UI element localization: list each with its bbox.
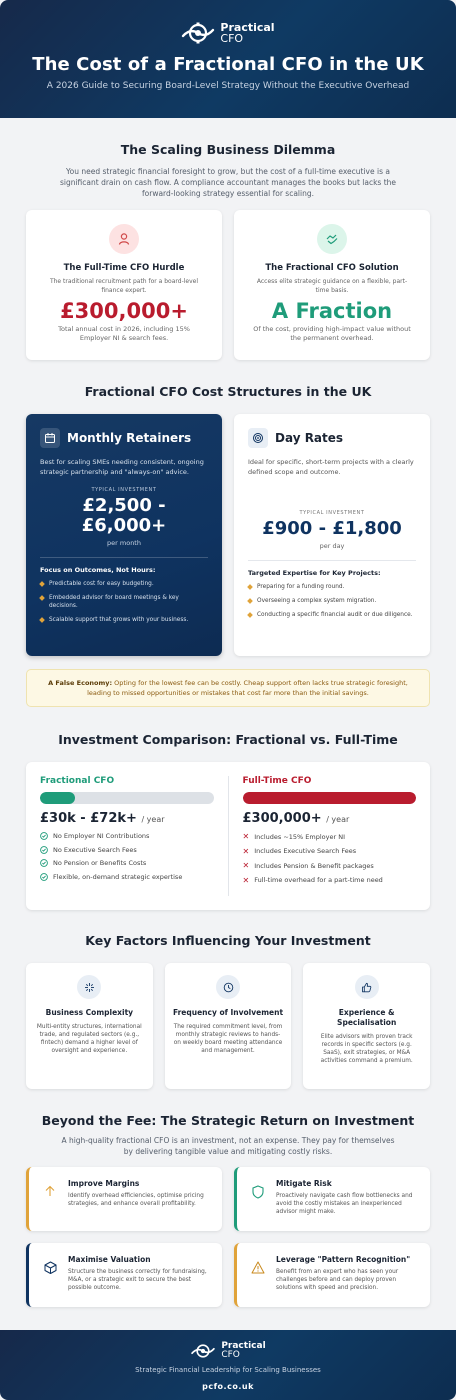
roi-text: Structure the business correctly for fundraising, M&A, or a strategic exit to secure the best possible outcome.	[68, 1269, 207, 1291]
fulltime-desc: The traditional recruitment path for a board-level finance expert.	[49, 278, 199, 294]
factor-heading: Frequency of Involvement	[172, 1008, 284, 1017]
list-item: No Employer NI Contributions	[40, 832, 214, 840]
factor-text: Elite advisors with proven track records in specific sectors (e.g. SaaS), exit strategies, or M&A activities command a premium.	[320, 1034, 413, 1064]
day-rates-card	[234, 414, 430, 656]
fulltime-cost: £300,000+	[60, 299, 188, 323]
list-item: Scalable support that grows with your business.	[40, 616, 208, 624]
cross-icon: ✕	[242, 846, 250, 856]
fractional-column	[40, 776, 214, 896]
retainer-desc: Best for scaling SMEs needing consistent, ongoing strategic partnership and "always-on" advice.	[40, 458, 204, 476]
brand-name: Practical CFO	[220, 21, 275, 45]
roi-heading: Leverage "Pattern Recognition"	[276, 1255, 411, 1264]
false-economy-warning: A False Economy: Opting for the lowest fee can be costly. Cheap support often lacks true strategic foresight, leading to missed opportunities or mistakes that cost far more than the initial savings.	[26, 669, 430, 707]
check-icon	[40, 859, 48, 867]
footer-brand-name: Practical CFO	[221, 1341, 266, 1360]
roi-text: Proactively navigate cash flow bottlenecks and avoid the costly mistakes an inexperienced advisor might make.	[276, 1193, 413, 1215]
dayrate-desc: Ideal for specific, short-term projects with a clearly defined scope and outcome.	[248, 458, 414, 476]
roi-heading: Mitigate Risk	[276, 1179, 332, 1188]
list-item: No Pension or Benefits Costs	[40, 859, 214, 867]
fractional-price: £30k - £72k+ / year	[40, 811, 165, 826]
retainer-list-heading: Focus on Outcomes, Not Hours:	[40, 566, 156, 574]
warning-triangle-icon	[249, 1255, 267, 1307]
roi-card	[26, 1167, 222, 1231]
fractional-cost-bar	[40, 792, 214, 804]
factor-card	[165, 963, 292, 1089]
page-subtitle: A 2026 Guide to Securing Board-Level Strategy Without the Executive Overhead	[46, 81, 410, 91]
retainer-per: per month	[107, 539, 141, 547]
arrow-up-icon	[41, 1179, 59, 1231]
factor-text: Multi-entity structures, international trade, and regulated sectors (e.g., fintech) demand a higher level of oversight and experience.	[36, 1024, 142, 1054]
shield-icon	[249, 1179, 267, 1231]
hero-header	[0, 0, 456, 118]
fractional-col-heading: Fractional CFO	[40, 776, 115, 786]
dayrate-per: per day	[319, 542, 345, 550]
factor-card	[303, 963, 430, 1089]
list-item: No Executive Search Fees	[40, 846, 214, 854]
roi-intro: A high-quality fractional CFO is an investment, not an expense. They pay for themselves by delivering tangible value and mitigating costly risks.	[61, 1136, 395, 1156]
fractional-cost: A Fraction	[271, 299, 393, 323]
calendar-icon	[40, 428, 60, 448]
roi-text: Identify overhead efficiencies, optimise pricing strategies, and enhance overall profitability.	[68, 1193, 204, 1207]
clock-icon	[216, 975, 240, 999]
fractional-desc: Access elite strategic guidance on a flexible, part-time basis.	[256, 278, 408, 294]
roi-card	[234, 1243, 430, 1307]
roi-text: Benefit from an expert who has seen your challenges before and can deploy proven solutions with speed and precision.	[276, 1269, 399, 1291]
fulltime-note: Total annual cost in 2026, including 15% Employer NI & search fees.	[58, 325, 190, 342]
cog-wave-logo-icon	[181, 22, 215, 44]
page-title: The Cost of a Fractional CFO in the UK	[32, 54, 424, 75]
cube-icon	[41, 1255, 59, 1307]
thumbs-up-icon	[355, 975, 379, 999]
brand-logo	[0, 18, 456, 48]
list-item: Conducting a specific financial audit or due diligence.	[248, 611, 416, 619]
user-icon	[109, 224, 139, 254]
monthly-retainer-card	[26, 414, 222, 656]
factors-title: Key Factors Influencing Your Investment	[85, 933, 371, 948]
list-item: Predictable cost for easy budgeting.	[40, 580, 208, 588]
list-item: Overseeing a complex system migration.	[248, 597, 416, 605]
roi-card	[26, 1243, 222, 1307]
fractional-solution-card	[234, 210, 430, 360]
footer-tagline: Strategic Financial Leadership for Scaling Businesses	[135, 1366, 321, 1374]
list-item: ✕ Full-time overhead for a part-time need	[242, 875, 383, 885]
check-icon	[40, 832, 48, 840]
dayrate-price: £900 - £1,800	[262, 518, 402, 539]
list-item: Flexible, on-demand strategic expertise	[40, 873, 214, 881]
factor-heading: Business Complexity	[45, 1008, 134, 1017]
target-icon	[248, 428, 268, 448]
fulltime-cost-bar	[243, 792, 417, 804]
fractional-heading: The Fractional CFO Solution	[265, 263, 399, 273]
cog-wave-logo-icon	[190, 1343, 216, 1359]
dayrate-invest-label: TYPICAL INVESTMENT	[299, 510, 365, 516]
dilemma-intro: You need strategic financial foresight to grow, but the cost of a full-time executive is a significant drain on cash flow. A compliance accountant manages the books but lacks the forward-looking strategy essential for scaling.	[59, 167, 397, 198]
footer-logo	[0, 1342, 456, 1360]
roi-card	[234, 1167, 430, 1231]
factor-heading: Experience & Specialisation	[337, 1008, 397, 1027]
sparkle-icon	[77, 975, 101, 999]
cross-icon: ✕	[242, 832, 250, 841]
retainer-invest-label: TYPICAL INVESTMENT	[91, 487, 157, 493]
handshake-icon	[317, 224, 347, 254]
list-item: ✕ Includes Pension & Benefit packages	[242, 861, 374, 870]
list-item: ✕ Includes ~15% Employer NI	[242, 832, 345, 841]
dayrate-list-heading: Targeted Expertise for Key Projects:	[248, 569, 381, 577]
retainer-heading: Monthly Retainers	[67, 431, 192, 445]
fractional-note: Of the cost, providing high-impact value without the permanent overhead.	[253, 325, 411, 342]
cross-icon: ✕	[242, 861, 250, 870]
investment-comparison-card	[26, 762, 430, 910]
factor-text: The required commitment level, from monthly strategic reviews to hands-on weekly board meeting attendance and management.	[173, 1024, 283, 1054]
check-icon	[40, 873, 48, 881]
roi-title: Beyond the Fee: The Strategic Return on Investment	[41, 1113, 415, 1128]
list-item: Preparing for a funding round.	[248, 583, 416, 591]
list-item: ✕ Includes Executive Search Fees	[242, 846, 357, 856]
structures-title: Fractional CFO Cost Structures in the UK	[84, 384, 372, 399]
footer	[0, 1330, 456, 1400]
retainer-price: £2,500 - £6,000+	[81, 495, 167, 536]
list-item: Embedded advisor for board meetings & key decisions.	[40, 594, 208, 610]
fulltime-col-heading: Full-Time CFO	[242, 776, 312, 786]
roi-heading: Maximise Valuation	[68, 1255, 151, 1264]
fulltime-hurdle-card	[26, 210, 222, 360]
fulltime-heading: The Full-Time CFO Hurdle	[63, 263, 185, 273]
dayrate-heading: Day Rates	[275, 431, 344, 445]
footer-url[interactable]: pcfo.co.uk	[202, 1382, 254, 1391]
comparison-title: Investment Comparison: Fractional vs. Full-Time	[58, 732, 398, 747]
fulltime-price: £300,000+ / year	[242, 811, 350, 826]
factor-card	[26, 963, 153, 1089]
fulltime-column	[243, 776, 417, 896]
cross-icon: ✕	[242, 875, 250, 885]
roi-heading: Improve Margins	[68, 1179, 140, 1188]
check-icon	[40, 846, 48, 854]
dilemma-title: The Scaling Business Dilemma	[120, 142, 336, 157]
